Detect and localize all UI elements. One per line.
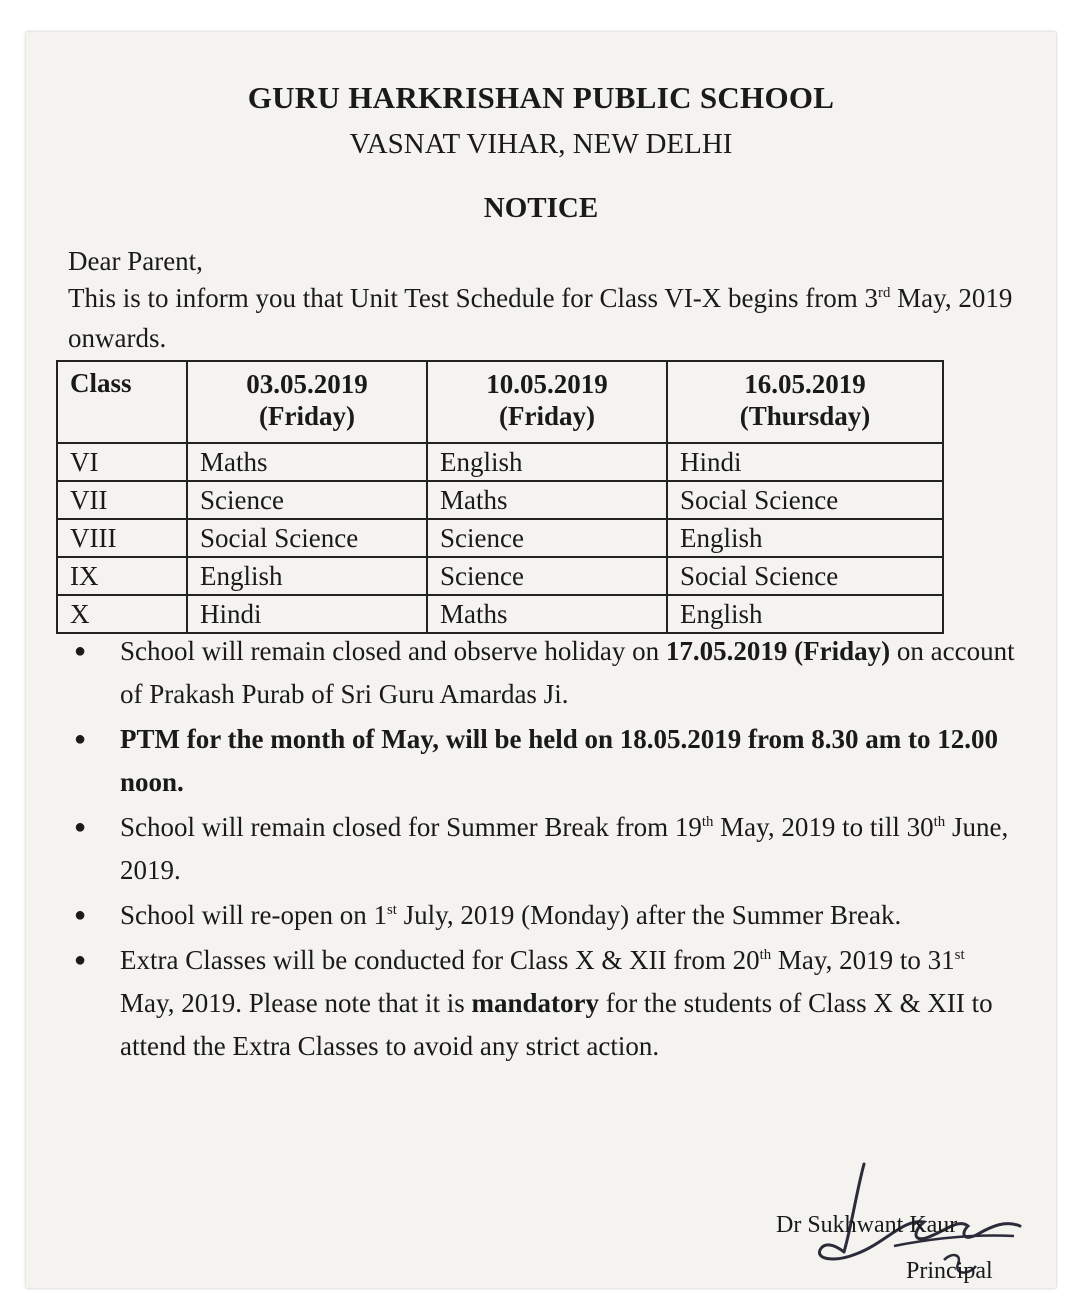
table-row xyxy=(57,557,943,595)
table-row xyxy=(57,595,943,633)
date-column-day: (Friday) xyxy=(499,401,595,431)
subject-cell: English xyxy=(187,557,427,595)
date-column-date: 10.05.2019 xyxy=(486,369,608,399)
point-text: School will re-open on 1 xyxy=(120,900,387,930)
signatory-name: Dr Sukhwant Kaur xyxy=(776,1212,958,1238)
date-column-date: 03.05.2019 xyxy=(246,369,368,399)
date-column-date: 16.05.2019 xyxy=(744,369,866,399)
subject-cell: English xyxy=(667,595,943,633)
notice-sheet xyxy=(26,32,1056,1288)
class-cell: VI xyxy=(57,443,187,481)
list-item xyxy=(66,806,1016,892)
ptm-text: PTM for the month of May, will be held on 18.05.2019 from 8.30 am to 12.00 noon. xyxy=(120,724,998,797)
mandatory-emphasis: mandatory xyxy=(471,988,599,1018)
table-row xyxy=(57,443,943,481)
bullet-icon: ● xyxy=(74,640,87,662)
point-text: May, 2019. Please note that it is xyxy=(120,988,472,1018)
date-column-day: (Friday) xyxy=(259,401,355,431)
list-item xyxy=(66,718,1016,804)
date-column-header xyxy=(187,361,427,443)
subject-cell: English xyxy=(427,443,667,481)
unit-test-schedule-table xyxy=(56,360,944,634)
date-column-day: (Thursday) xyxy=(739,401,871,431)
holiday-day: (Friday) xyxy=(794,636,891,666)
point-text: June, 2019. xyxy=(120,812,1009,885)
intro-paragraph xyxy=(68,278,1028,358)
point-text: May, 2019 to 31 xyxy=(771,945,955,975)
subject-cell: Maths xyxy=(427,595,667,633)
subject-cell: Science xyxy=(187,481,427,519)
notice-title: NOTICE xyxy=(483,192,599,224)
table-header-row xyxy=(57,361,943,443)
intro-superscript: rd xyxy=(878,285,891,301)
subject-cell: Science xyxy=(427,557,667,595)
list-item xyxy=(66,894,1016,937)
table-row xyxy=(57,481,943,519)
point-text: School will remain closed for Summer Break from 19 xyxy=(120,812,702,842)
class-cell: X xyxy=(57,595,187,633)
school-address: VASNAT VIHAR, NEW DELHI xyxy=(349,128,733,160)
point-text: on account of Prakash Purab of Sri Guru Amardas Ji. xyxy=(120,636,1015,709)
notice-points-list xyxy=(66,630,1016,1070)
holiday-date: 17.05.2019 xyxy=(665,636,788,666)
superscript: th xyxy=(759,947,772,963)
superscript: th xyxy=(933,814,946,830)
signatory-role: Principal xyxy=(906,1258,993,1284)
table-row xyxy=(57,519,943,557)
school-name: GURU HARKRISHAN PUBLIC SCHOOL xyxy=(247,80,835,115)
point-text: May, 2019 to till 30 xyxy=(713,812,934,842)
subject-cell: Maths xyxy=(187,443,427,481)
subject-cell: Hindi xyxy=(187,595,427,633)
list-item xyxy=(66,939,1016,1068)
class-cell: IX xyxy=(57,557,187,595)
intro-text-a: This is to inform you that Unit Test Schedule for Class VI-X begins from 3 xyxy=(68,283,879,313)
bullet-icon: ● xyxy=(74,904,87,926)
point-text: July, 2019 (Monday) after the Summer Break. xyxy=(396,900,902,930)
class-column-header: Class xyxy=(57,361,187,443)
superscript: st xyxy=(954,947,965,963)
class-cell: VII xyxy=(57,481,187,519)
subject-cell: Science xyxy=(427,519,667,557)
point-text: for the students of Class X & XII to attend the Extra Classes to avoid any strict action. xyxy=(120,988,993,1061)
intro-text-b: May, 2019 onwards. xyxy=(68,283,1013,353)
list-item xyxy=(66,630,1016,716)
subject-cell: Social Science xyxy=(667,481,943,519)
subject-cell: Maths xyxy=(427,481,667,519)
subject-cell: English xyxy=(667,519,943,557)
point-text: School will remain closed and observe holiday on xyxy=(120,636,666,666)
greeting: Dear Parent, xyxy=(68,246,203,276)
date-column-header xyxy=(667,361,943,443)
class-cell: VIII xyxy=(57,519,187,557)
bullet-icon: ● xyxy=(74,816,87,838)
superscript: th xyxy=(701,814,714,830)
subject-cell: Social Science xyxy=(667,557,943,595)
point-text: Extra Classes will be conducted for Class X & XII from 20 xyxy=(120,945,760,975)
bullet-icon: ● xyxy=(74,728,87,750)
date-column-header xyxy=(427,361,667,443)
superscript: st xyxy=(386,902,397,918)
subject-cell: Hindi xyxy=(667,443,943,481)
bullet-icon: ● xyxy=(74,949,87,971)
subject-cell: Social Science xyxy=(187,519,427,557)
